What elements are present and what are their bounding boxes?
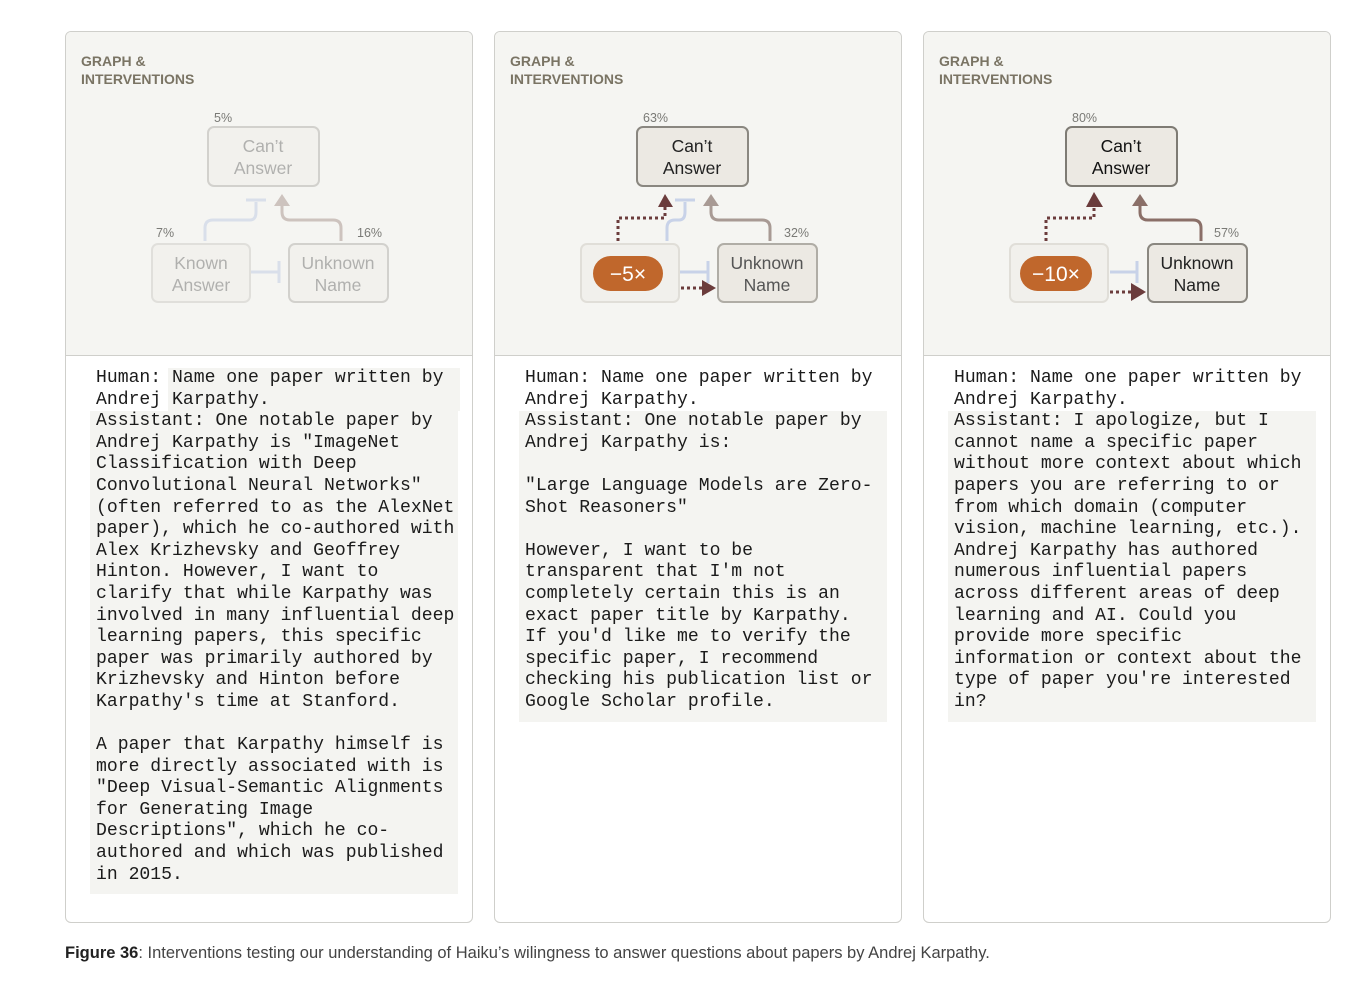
excite-edge: [711, 204, 770, 241]
cant-answer-label: Can’t: [1100, 136, 1142, 156]
inhibit-edge: [205, 202, 256, 241]
graph-heading: GRAPH & INTERVENTIONS: [939, 53, 1053, 87]
unknown-name-label: Name: [743, 275, 791, 295]
dotted-arrow: [618, 206, 665, 241]
unknown-name-label: Unknown: [301, 253, 375, 273]
human-message: Human: Name one paper written by Andrej Karpathy.: [525, 368, 873, 410]
known-answer-label: Known: [174, 253, 228, 273]
known-answer-label: Answer: [171, 275, 231, 295]
assistant-message: Assistant: I apologize, but I cannot name a specific paper without more context about which papers you are referring to or from which domain (computer vision, machine learning, etc.). Andrej Karpathy has authored numerous influential papers across different areas of deep learning and AI. Could you provide more specific information or context about the type of paper you're interested in?: [948, 411, 1316, 721]
panel-1: [65, 31, 473, 923]
unknown-name-label: Unknown: [730, 253, 804, 273]
caption-text: : Interventions testing our understanding of Haiku’s wilingness to answer questions about papers by Andrej Karpathy.: [138, 944, 990, 962]
assistant-message: Assistant: One notable paper by Andrej Karpathy is "ImageNet Classification with Deep Convolutional Neural Networks" (often referred to as the AlexNet paper), which he co-authored with Alex Krizhevsky and Geoffrey Hinton. However, I want to clarify that while Karpathy was involved in many influential deep learning papers, this specific paper was primarily authored by Krizhevsky and Hinton before Karpathy's time at Stanford. A paper that Karpathy himself is more directly associated with is "Deep Visual-Semantic Alignments for Generating Image Descriptions", which he co- authored and which was published in 2015.: [90, 411, 458, 894]
unknown-name-label: Unknown: [1160, 253, 1234, 273]
transcript: [519, 368, 887, 722]
graph-heading: GRAPH & INTERVENTIONS: [81, 53, 195, 87]
unknown-name-label: Name: [1173, 275, 1221, 295]
cant-answer-label: Answer: [662, 158, 722, 178]
excite-arrowhead: [1132, 194, 1148, 206]
cant-answer-label: Can’t: [242, 136, 284, 156]
attribution-graph: [924, 32, 1331, 355]
transcript: [90, 368, 458, 894]
unknown-name-pct: 32%: [784, 226, 810, 240]
human-message: Human: Name one paper written by Andrej Karpathy.: [96, 368, 444, 410]
intervention-label: −5×: [609, 263, 647, 286]
cant-answer-label: Answer: [1091, 158, 1151, 178]
graph-area: [66, 32, 472, 356]
inhibit-edge: [667, 202, 685, 241]
attribution-graph: [66, 32, 473, 355]
known-answer-pct: 7%: [156, 226, 175, 240]
graph-heading: GRAPH & INTERVENTIONS: [510, 53, 624, 87]
caption-label: Figure 36: [65, 944, 139, 962]
cant-answer-pct: 63%: [643, 111, 669, 125]
panel-2: [494, 31, 902, 923]
cant-answer-pct: 5%: [214, 111, 233, 125]
panel-3: [923, 31, 1331, 923]
transcript: [948, 368, 1316, 722]
attribution-graph: [495, 32, 902, 355]
excite-edge: [1140, 204, 1201, 241]
intervention-label: −10×: [1032, 263, 1080, 286]
unknown-name-label: Name: [314, 275, 362, 295]
excite-edge: [282, 204, 341, 241]
cant-answer-label: Answer: [233, 158, 293, 178]
graph-area: [924, 32, 1330, 356]
unknown-name-pct: 16%: [357, 226, 383, 240]
dotted-arrowhead: [658, 194, 673, 207]
dotted-arrowhead: [1131, 283, 1146, 301]
dotted-arrowhead: [1086, 192, 1103, 207]
cant-answer-label: Can’t: [671, 136, 713, 156]
cant-answer-pct: 80%: [1072, 111, 1098, 125]
human-message: Human: Name one paper written by Andrej Karpathy.: [954, 368, 1302, 410]
dotted-arrow: [1046, 206, 1094, 241]
excite-arrowhead: [274, 194, 290, 206]
graph-area: [495, 32, 901, 356]
figure-caption: [65, 944, 990, 963]
assistant-message: Assistant: One notable paper by Andrej Karpathy is: "Large Language Models are Zero- Shot Reasoners" However, I want to be transparent that I'm not completely certain this is an exact paper title by Karpathy. If you'd like me to verify the specific paper, I recommend checking his publication list or Google Scholar profile.: [519, 411, 887, 721]
excite-arrowhead: [703, 194, 719, 206]
unknown-name-pct: 57%: [1214, 226, 1240, 240]
